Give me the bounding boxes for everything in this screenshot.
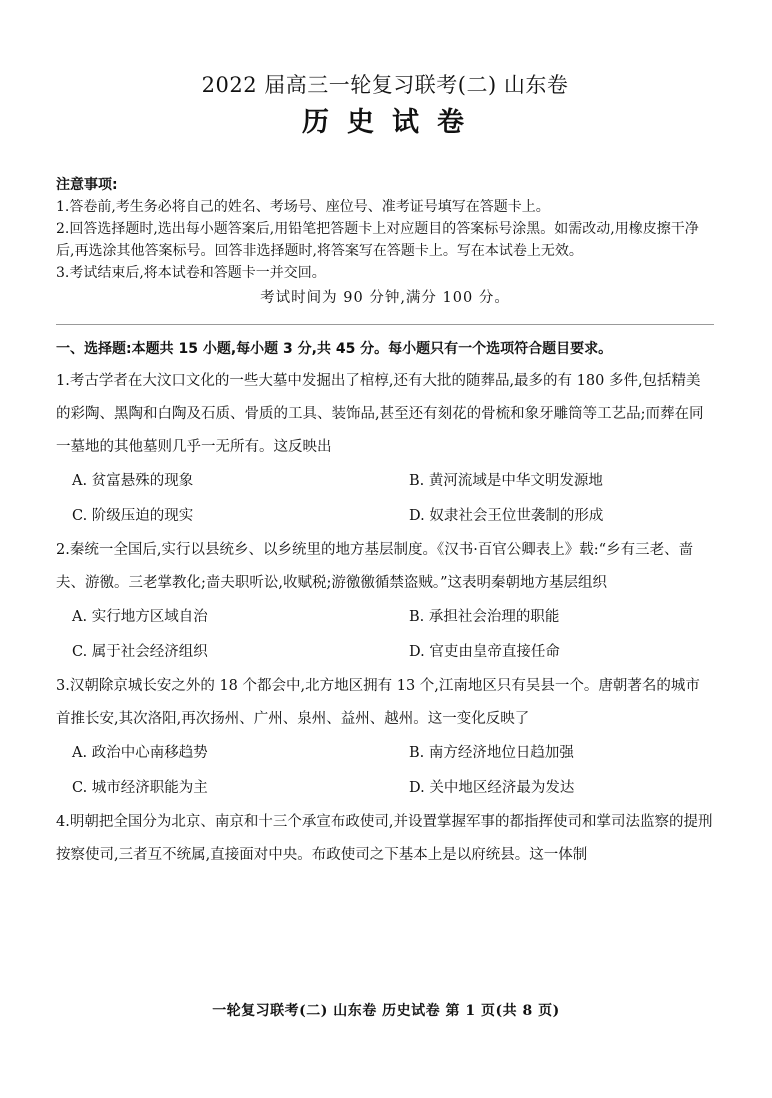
option-b: B. 黄河流域是中华文明发源地 (409, 473, 603, 489)
exam-title: 2022 届高三一轮复习联考(二) 山东卷 (201, 73, 569, 97)
option-c: C. 属于社会经济组织 (72, 644, 208, 660)
option-d: D. 奴隶社会王位世袭制的形成 (409, 508, 604, 524)
notice-item-3: 3.考试结束后,将本试卷和答题卡一并交回。 (56, 265, 326, 281)
option-c: C. 城市经济职能为主 (72, 780, 208, 796)
question-stem: 2.秦统一全国后,实行以县统乡、以乡统里的地方基层制度。《汉书·百官公卿表上》载:“乡有三老、啬夫、游徼。三老掌教化;啬夫职听讼,收赋税;游徼徼循禁盗贼。”这表明秦朝地方基层组织 (56, 542, 694, 591)
option-d: D. 官吏由皇帝直接任命 (409, 644, 560, 660)
question-options (56, 464, 714, 534)
option-c: C. 阶级压迫的现实 (72, 508, 194, 524)
subject-title: 历史试卷 (302, 107, 482, 138)
option-b: B. 承担社会治理的职能 (409, 609, 560, 625)
divider-line (56, 324, 714, 325)
page-footer: 一轮复习联考(二) 山东卷 历史试卷 第 1 页(共 8 页) (212, 1003, 560, 1019)
notice-item-1: 1.答卷前,考生务必将自己的姓名、考场号、座位号、准考证号填写在答题卡上。 (56, 199, 550, 215)
option-a: A. 政治中心南移趋势 (72, 745, 208, 761)
question-2 (56, 534, 714, 670)
exam-time-line: 考试时间为 90 分钟,满分 100 分。 (260, 290, 510, 306)
question-1 (56, 365, 714, 534)
section-heading: 一、选择题:本题共 15 小题,每小题 3 分,共 45 分。每小题只有一个选项符合题目要求。 (56, 341, 613, 357)
question-stem: 4.明朝把全国分为北京、南京和十三个承宣布政使司,并设置掌握军事的都指挥使司和掌司法监察的提刑按察使司,三者互不统属,直接面对中央。布政使司之下基本上是以府统县。这一体制 (56, 814, 713, 863)
option-a: A. 实行地方区域自治 (72, 609, 208, 625)
notice-heading: 注意事项: (56, 177, 118, 193)
question-stem: 1.考古学者在大汶口文化的一些大墓中发掘出了棺椁,还有大批的随葬品,最多的有 180 多件,包括精美的彩陶、黑陶和白陶及石质、骨质的工具、装饰品,甚至还有刻花的骨梳和象牙雕筒等工艺品;而葬在同一墓地的其他墓则几乎一无所有。这反映出 (56, 373, 704, 455)
option-b: B. 南方经济地位日趋加强 (409, 745, 574, 761)
question-options (56, 600, 714, 670)
question-3 (56, 670, 714, 806)
notice-item-2: 2.回答选择题时,选出每小题答案后,用铅笔把答题卡上对应题目的答案标号涂黑。如需改动,用橡皮擦干净后,再选涂其他答案标号。回答非选择题时,将答案写在答题卡上。写在本试卷上无效。 (56, 221, 699, 259)
option-a: A. 贫富悬殊的现象 (72, 473, 194, 489)
question-stem: 3.汉朝除京城长安之外的 18 个都会中,北方地区拥有 13 个,江南地区只有吴县一个。唐朝著名的城市首推长安,其次洛阳,再次扬州、广州、泉州、益州、越州。这一变化反映了 (56, 678, 700, 727)
notice-block (56, 174, 714, 310)
question-options (56, 736, 714, 806)
option-d: D. 关中地区经济最为发达 (409, 780, 575, 796)
question-4 (56, 806, 714, 872)
